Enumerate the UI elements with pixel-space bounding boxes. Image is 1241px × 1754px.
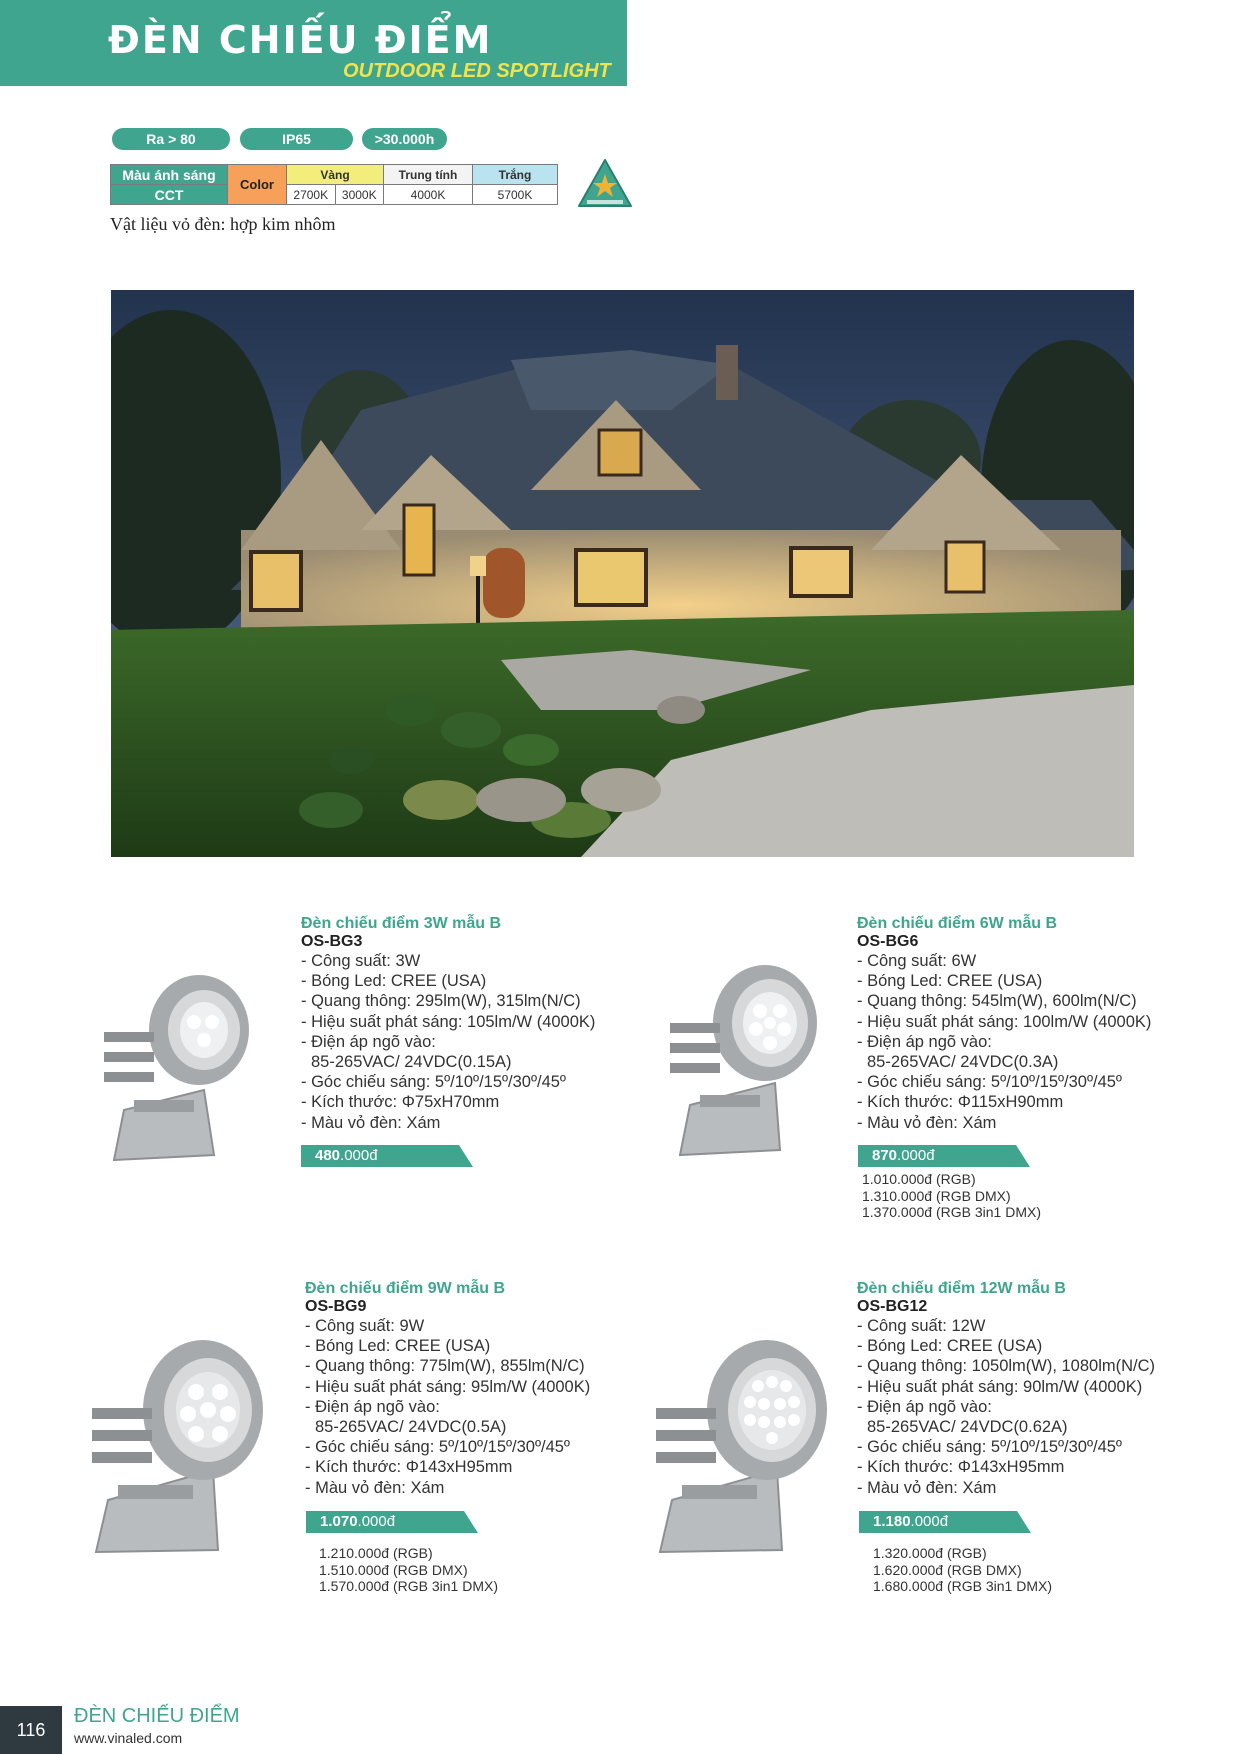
- price-variant: 1.010.000đ (RGB): [862, 1171, 976, 1187]
- spec-line: - Góc chiếu sáng: 5º/10º/15º/30º/45º: [857, 1438, 1122, 1457]
- spec-line: - Công suất: 9W: [305, 1317, 425, 1335]
- spec-line: - Hiệu suất phát sáng: 90lm/W (4000K): [857, 1377, 1143, 1396]
- product-code: OS-BG9: [305, 1298, 367, 1315]
- spec-line: 85-265VAC/ 24VDC(0.5A): [315, 1418, 507, 1437]
- price-variant: 1.320.000đ (RGB): [873, 1545, 987, 1561]
- product-image-os-bg3: [94, 960, 254, 1170]
- spec-line: - Kích thước: Φ143xH95mm: [857, 1458, 1065, 1477]
- spec-line: - Quang thông: 775lm(W), 855lm(N/C): [305, 1357, 585, 1376]
- lifetime-badge: >30.000h: [362, 128, 447, 150]
- price-suffix: .000đ: [910, 1513, 949, 1530]
- price-variant: 1.370.000đ (RGB 3in1 DMX): [862, 1204, 1041, 1220]
- cct-label-top: Màu ánh sáng: [111, 165, 228, 185]
- price-variant: 1.570.000đ (RGB 3in1 DMX): [319, 1578, 498, 1594]
- price-suffix: .000đ: [897, 1147, 935, 1164]
- price-variants: [862, 1171, 1041, 1221]
- product-specs: [857, 951, 1197, 1133]
- price-main: 480: [315, 1147, 341, 1164]
- price-main: 870: [872, 1147, 898, 1164]
- house-landscape-photo: [111, 290, 1134, 857]
- cct-value-4000: 4000K: [384, 185, 473, 205]
- price-suffix: .000đ: [340, 1147, 378, 1164]
- product-specs: [857, 1316, 1207, 1498]
- cct-color-label: Color: [228, 165, 287, 205]
- footer-section-title: ĐÈN CHIẾU ĐIỂM: [74, 1705, 240, 1727]
- spec-line: - Góc chiếu sáng: 5º/10º/15º/30º/45º: [301, 1073, 566, 1092]
- spec-line: - Bóng Led: CREE (USA): [857, 972, 1043, 991]
- spec-line: - Màu vỏ đèn: Xám: [305, 1478, 445, 1497]
- price-tag: [301, 1145, 473, 1167]
- price-variant: 1.310.000đ (RGB DMX): [862, 1187, 1011, 1204]
- spec-line: - Công suất: 12W: [857, 1317, 986, 1335]
- price-variants: [319, 1545, 498, 1595]
- product-name: Đèn chiếu điểm 3W mẫu B: [301, 915, 502, 932]
- spec-line: - Kích thước: Φ115xH90mm: [857, 1093, 1064, 1112]
- product-specs: [305, 1316, 635, 1498]
- product-name: Đèn chiếu điểm 9W mẫu B: [305, 1280, 506, 1297]
- price-tag: [306, 1511, 478, 1533]
- product-name: Đèn chiếu điểm 6W mẫu B: [857, 915, 1058, 932]
- cct-value-3000: 3000K: [335, 185, 384, 205]
- product-card-os-bg9: [305, 1280, 635, 1498]
- page-subtitle: OUTDOOR LED SPOTLIGHT: [343, 60, 611, 82]
- spec-line: - Bóng Led: CREE (USA): [301, 972, 487, 991]
- spec-line: - Hiệu suất phát sáng: 100lm/W (4000K): [857, 1012, 1152, 1031]
- ra-badge: Ra > 80: [112, 128, 230, 150]
- spec-line: - Công suất: 3W: [301, 952, 421, 970]
- price-variant: 1.510.000đ (RGB DMX): [319, 1561, 468, 1578]
- price-tag: [859, 1511, 1031, 1533]
- cct-value-2700: 2700K: [287, 185, 336, 205]
- spec-line: - Góc chiếu sáng: 5º/10º/15º/30º/45º: [305, 1438, 570, 1457]
- price-variant: 1.680.000đ (RGB 3in1 DMX): [873, 1578, 1052, 1594]
- spec-line: - Màu vỏ đèn: Xám: [857, 1478, 997, 1497]
- product-code: OS-BG6: [857, 933, 919, 950]
- cct-label-bottom: CCT: [111, 185, 228, 205]
- cct-vang: Vàng: [287, 165, 384, 185]
- product-specs: [301, 951, 631, 1133]
- price-main: 1.070: [320, 1513, 358, 1530]
- price-main: 1.180: [873, 1513, 911, 1530]
- page-number: 116: [0, 1706, 62, 1754]
- cct-trang: Trắng: [473, 165, 558, 185]
- product-name: Đèn chiếu điểm 12W mẫu B: [857, 1280, 1066, 1297]
- material-note: Vật liệu vỏ đèn: hợp kim nhôm: [110, 214, 336, 234]
- product-code: OS-BG3: [301, 933, 363, 950]
- product-image-os-bg12: [652, 1330, 832, 1560]
- spec-line: - Quang thông: 295lm(W), 315lm(N/C): [301, 992, 581, 1011]
- spec-line: 85-265VAC/ 24VDC(0.15A): [311, 1053, 512, 1072]
- footer-url[interactable]: www.vinaled.com: [74, 1730, 183, 1746]
- spec-line: - Công suất: 6W: [857, 952, 977, 970]
- price-variant: 1.620.000đ (RGB DMX): [873, 1561, 1022, 1578]
- cct-trung-tinh: Trung tính: [384, 165, 473, 185]
- product-card-os-bg3: [301, 915, 631, 1133]
- ip-badge: IP65: [240, 128, 353, 150]
- spec-line: - Quang thông: 545lm(W), 600lm(N/C): [857, 992, 1137, 1011]
- spec-line: 85-265VAC/ 24VDC(0.62A): [867, 1418, 1068, 1437]
- spec-line: - Điện áp ngõ vào:: [857, 1032, 992, 1051]
- price-variant: 1.210.000đ (RGB): [319, 1545, 433, 1561]
- price-tag: [858, 1145, 1030, 1167]
- page-title: ĐÈN CHIẾU ĐIỂM: [108, 18, 493, 62]
- spec-line: - Màu vỏ đèn: Xám: [857, 1113, 997, 1132]
- spec-line: - Điện áp ngõ vào:: [301, 1032, 436, 1051]
- spec-line: - Quang thông: 1050lm(W), 1080lm(N/C): [857, 1357, 1156, 1376]
- spec-line: 85-265VAC/ 24VDC(0.3A): [867, 1053, 1059, 1072]
- product-image-os-bg9: [88, 1330, 268, 1560]
- spec-line: - Kích thước: Φ143xH95mm: [305, 1458, 513, 1477]
- spec-line: - Màu vỏ đèn: Xám: [301, 1113, 441, 1132]
- energy-star-logo: [577, 158, 633, 208]
- price-variants: [873, 1545, 1052, 1595]
- product-code: OS-BG12: [857, 1298, 928, 1315]
- spec-line: - Hiệu suất phát sáng: 95lm/W (4000K): [305, 1377, 591, 1396]
- spec-line: - Hiệu suất phát sáng: 105lm/W (4000K): [301, 1012, 596, 1031]
- spec-line: - Điện áp ngõ vào:: [305, 1397, 440, 1416]
- spec-line: - Kích thước: Φ75xH70mm: [301, 1093, 500, 1112]
- product-card-os-bg12: [857, 1280, 1207, 1498]
- spec-line: - Góc chiếu sáng: 5º/10º/15º/30º/45º: [857, 1073, 1122, 1092]
- spec-line: - Bóng Led: CREE (USA): [305, 1337, 491, 1356]
- price-suffix: .000đ: [357, 1513, 396, 1530]
- spec-line: - Bóng Led: CREE (USA): [857, 1337, 1043, 1356]
- cct-value-5700: 5700K: [473, 185, 558, 205]
- product-card-os-bg6: [857, 915, 1197, 1133]
- cct-table: [110, 164, 558, 205]
- spec-line: - Điện áp ngõ vào:: [857, 1397, 992, 1416]
- product-image-os-bg6: [660, 955, 820, 1165]
